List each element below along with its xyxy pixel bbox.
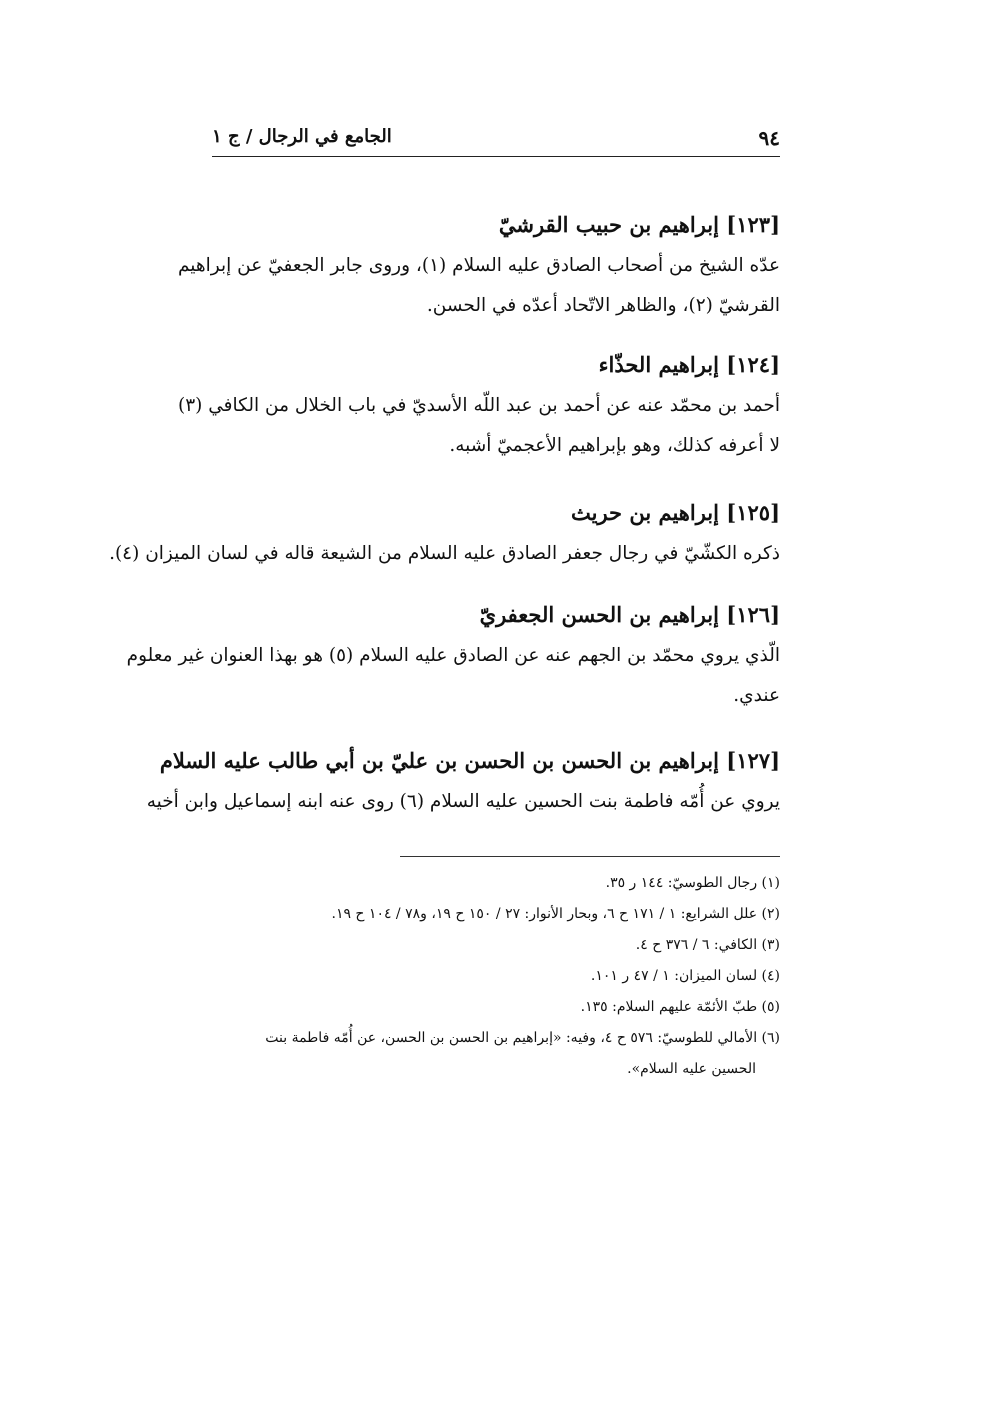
body-line: الّذي يروي محمّد بن الجهم عنه عن الصادق عليه السلام (٥) هو بهذا العنوان غير معلوم bbox=[126, 645, 780, 666]
body-line: ذكره الكشّيّ في رجال جعفر الصادق عليه السلام من الشيعة قاله في لسان الميزان (٤). bbox=[109, 543, 780, 564]
entry-title: [١٢٦] إبراهيم بن الحسن الجعفريّ bbox=[479, 602, 780, 627]
footnote: (٤) لسان الميزان: ١ / ٤٧ ر ١٠١. bbox=[590, 968, 780, 984]
entry-title: [١٢٧] إبراهيم بن الحسن بن الحسن بن عليّ بن أبي طالب عليه السلام bbox=[159, 748, 780, 773]
page-number: ٩٤ bbox=[758, 126, 780, 150]
footnote: (٢) علل الشرايع: ١ / ١٧١ ح ٦، وبحار الأنوار: ٢٧ / ١٥٠ ح ١٩، و٧٨ / ١٠٤ ح ١٩. bbox=[331, 906, 780, 922]
footnote-continuation: الحسين عليه السلام». bbox=[627, 1061, 756, 1077]
body-line: عندي. bbox=[733, 685, 780, 706]
entry-123 bbox=[177, 210, 780, 326]
entry-127 bbox=[146, 746, 780, 822]
entry-title: [١٢٥] إبراهيم بن حريث bbox=[570, 500, 780, 525]
body-line: لا أعرفه كذلك، وهو بإبراهيم الأعجميّ أشبه. bbox=[449, 435, 780, 456]
entry-title: [١٢٣] إبراهيم بن حبيب القرشيّ bbox=[498, 212, 780, 237]
running-title: الجامع في الرجال / ج ١ bbox=[212, 126, 392, 147]
footnote: (٥) طبّ الأئمّة عليهم السلام: ١٣٥. bbox=[580, 999, 780, 1015]
entry-body bbox=[177, 386, 780, 466]
entry-body bbox=[109, 534, 780, 574]
body-line: أحمد بن محمّد عنه عن أحمد بن عبد اللّه الأسديّ في باب الخلال من الكافي (٣) bbox=[177, 395, 780, 416]
entry-title: [١٢٤] إبراهيم الحذّاء bbox=[598, 352, 780, 377]
body-line: القرشيّ (٢)، والظاهر الاتّحاد أعدّه في الحسن. bbox=[426, 295, 780, 316]
footnote: (٦) الأمالي للطوسيّ: ٥٧٦ ح ٤، وفيه: «إبراهيم بن الحسن بن الحسن، عن أُمّه فاطمة بنت bbox=[265, 1030, 780, 1046]
footnotes bbox=[212, 868, 780, 1085]
entry-125 bbox=[109, 498, 780, 574]
body-line: يروي عن أُمّه فاطمة بنت الحسين عليه السلام (٦) روى عنه ابنه إسماعيل وابن أخيه bbox=[146, 791, 780, 812]
entry-body bbox=[146, 782, 780, 822]
entry-body bbox=[177, 246, 780, 326]
footnote: (٣) الكافي: ٦ / ٣٧٦ ح ٤. bbox=[635, 937, 780, 953]
header-rule bbox=[212, 156, 780, 157]
footnote: (١) رجال الطوسيّ: ١٤٤ ر ٣٥. bbox=[605, 875, 780, 891]
page-header bbox=[212, 118, 780, 158]
footnote-separator bbox=[400, 856, 780, 857]
entry-body bbox=[126, 636, 780, 716]
entry-124 bbox=[177, 350, 780, 466]
body-line: عدّه الشيخ من أصحاب الصادق عليه السلام (١)، وروى جابر الجعفيّ عن إبراهيم bbox=[177, 255, 780, 276]
entry-126 bbox=[126, 600, 780, 716]
